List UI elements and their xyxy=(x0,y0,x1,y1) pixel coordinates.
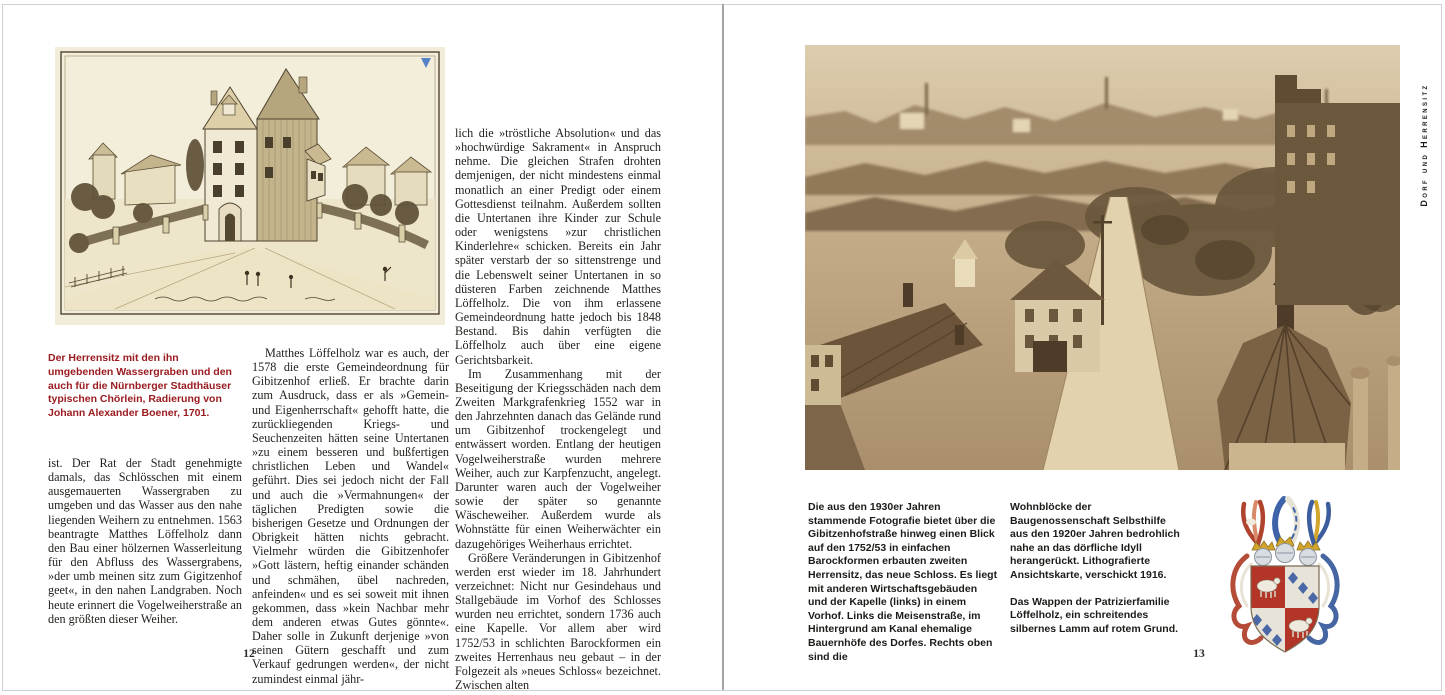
coat-of-arms-image xyxy=(1227,494,1345,664)
paragraph: Im Zusammenhang mit der Beseitigung der Kriegsschäden nach dem Zweiten Markgrafenkrieg 1552 war in den Jahrzehnten danach das Gelände rund um Gibitzenhof trockengelegt und entwässert worden. Entlang der heutigen Vogelweiherstraße wurden mehrere Weiher, auch zur Karpfenzucht, angelegt. Darunter waren auch der Vogelweiher sowie der später so genannte Wäscheweiher. Außerdem wurde als Wohnstätte für einen Weiherwächter ein dazugehöriges Weiherhaus errichtet. xyxy=(455,366,661,551)
aerial-photo-graphic xyxy=(805,45,1400,470)
page-number-left: 12 xyxy=(243,648,255,660)
margin-chapter-title: Dorf und Herrensitz xyxy=(1419,83,1429,207)
body-column-1 xyxy=(48,456,242,626)
body-column-2 xyxy=(252,346,449,686)
photo-caption: Die aus den 1930er Jahren stammende Fotografie bietet über die Gibitzenhofstraße hinweg einen Blick auf den 1752/53 in einfachen Barockformen erbauten zweiten Herrensitz, das neue Schloss. Es liegt mit anderen Wirtschaftsgebäuden und der Kapelle (links) in einem Vorhof. Links die Meisenstraße, im Hintergrund am Kanal ehemalige Bauernhöfe des Dorfes. Rechts oben sind die xyxy=(808,501,998,663)
etching-graphic xyxy=(55,47,445,325)
body-column-3 xyxy=(455,126,661,692)
postcard-caption: Wohnblöcke der Baugenossenschaft Selbsthilfe aus den 1920er Jahren bedrohlich nahe an das dörfliche Idyll herangerückt. Lithografierte Ansichtskarte, verschickt 1916. xyxy=(1010,501,1180,581)
page-gutter-divider xyxy=(722,4,724,690)
paragraph: lich die »tröstliche Absolution« und das »hochwürdige Sakrament« in Anspruch nehme. Die gleichen Strafen drohten demjenigen, der nicht mindestens einmal monatlich an einer Predigt oder einem Gottesdienst teilnahm. Außerdem sollten die Untertanen ihre Kinder zur Schule oder wenigstens »zur christlichen Kinderlehre« schicken. Bereits ein Jahr später verstarb der so sittenstrenge und die Lebenswelt seiner Untertanen in so düsteren Farben zeichnende Matthes Löffelholz. Die von ihm erlassene Gemeindeordnung hatte jedoch bis 1848 Bestand. Bis dahin verfügten die Löffelholz auch über eine eigene Gerichtsbarkeit. xyxy=(455,126,661,367)
page-number-right: 13 xyxy=(1193,648,1205,660)
aerial-photo-image xyxy=(805,45,1400,470)
etching-herrensitz-image xyxy=(55,47,445,325)
wappen-caption: Das Wappen der Patrizierfamilie Löffelholz, ein schreitendes silbernes Lamm auf rotem Grund. xyxy=(1010,595,1179,635)
etching-caption: Der Herrensitz mit den ihn umgebenden Wassergraben und den auch für die Nürnberger Stadthäuser typischen Chörlein, Radierung von Johann Alexander Boener, 1701. xyxy=(48,352,232,420)
paragraph: Größere Veränderungen in Gibitzenhof werden erst wieder im 18. Jahrhundert verzeichnet: Nicht nur Gesindehaus und Stallgebäude im Vorhof des Schlosses wurden neu errichtet, sondern 1736 auch eine Kapelle. Vor allem aber wird 1752/53 in schlichten Barockformen ein zweites Herrenhaus neu gebaut – in der Folgezeit als »neues Schloss« bezeichnet. Zwischen alten xyxy=(455,550,661,693)
secondary-captions xyxy=(1010,501,1184,636)
paragraph: Matthes Löffelholz war es auch, der 1578 die erste Gemeindeordnung für Gibitzenhof erließ. Er brachte darin zum Ausdruck, dass er als »Gemein- und Eigenherrschaft« gehofft hatte, die zurückliegenden Kriegs- und Seuchenzeiten hätten seine Untertanen »zu einem besseren und bußfertigen christlichen Leben und Wandel« geführt. Dies sei jedoch nicht der Fall und auch die »Vermahnungen« der täglichen Predigten sowie die bisherigen Gesetze und Ordnungen der Obrigkeit hätten nichts gebracht. Vielmehr würden die Gibitzenhofer »Gott lästern, heftig einander schänden und schmähen, übel nachreden, anfeinden« und es sei soweit mit ihnen gekommen, dass »kein Nachbar mehr dem anderen etwas Gutes gönnte«. Daher solle in Zukunft derjenige »von seinen Gütern geschafft und zum Verkauf gedrungen werden«, der nicht zumindest einmal jähr- xyxy=(252,346,449,686)
coat-of-arms-graphic xyxy=(1227,494,1345,664)
paragraph: ist. Der Rat der Stadt genehmigte damals, das Schlösschen mit einem ausgemauerten Wassergraben zu umgeben und das Wasser aus den nahe liegenden Weihern zu entnehmen. 1563 beantragte Matthes Löffelholz dann den Bau einer hölzernen Wasserleitung für den Abfluss des Wassergrabens, »der umb meinen sitz zum Gigitzenhof geet«, in den nahen Landgraben. Noch heute erinnert die Vogelweiherstraße an den größten dieser Weiher. xyxy=(48,456,242,626)
